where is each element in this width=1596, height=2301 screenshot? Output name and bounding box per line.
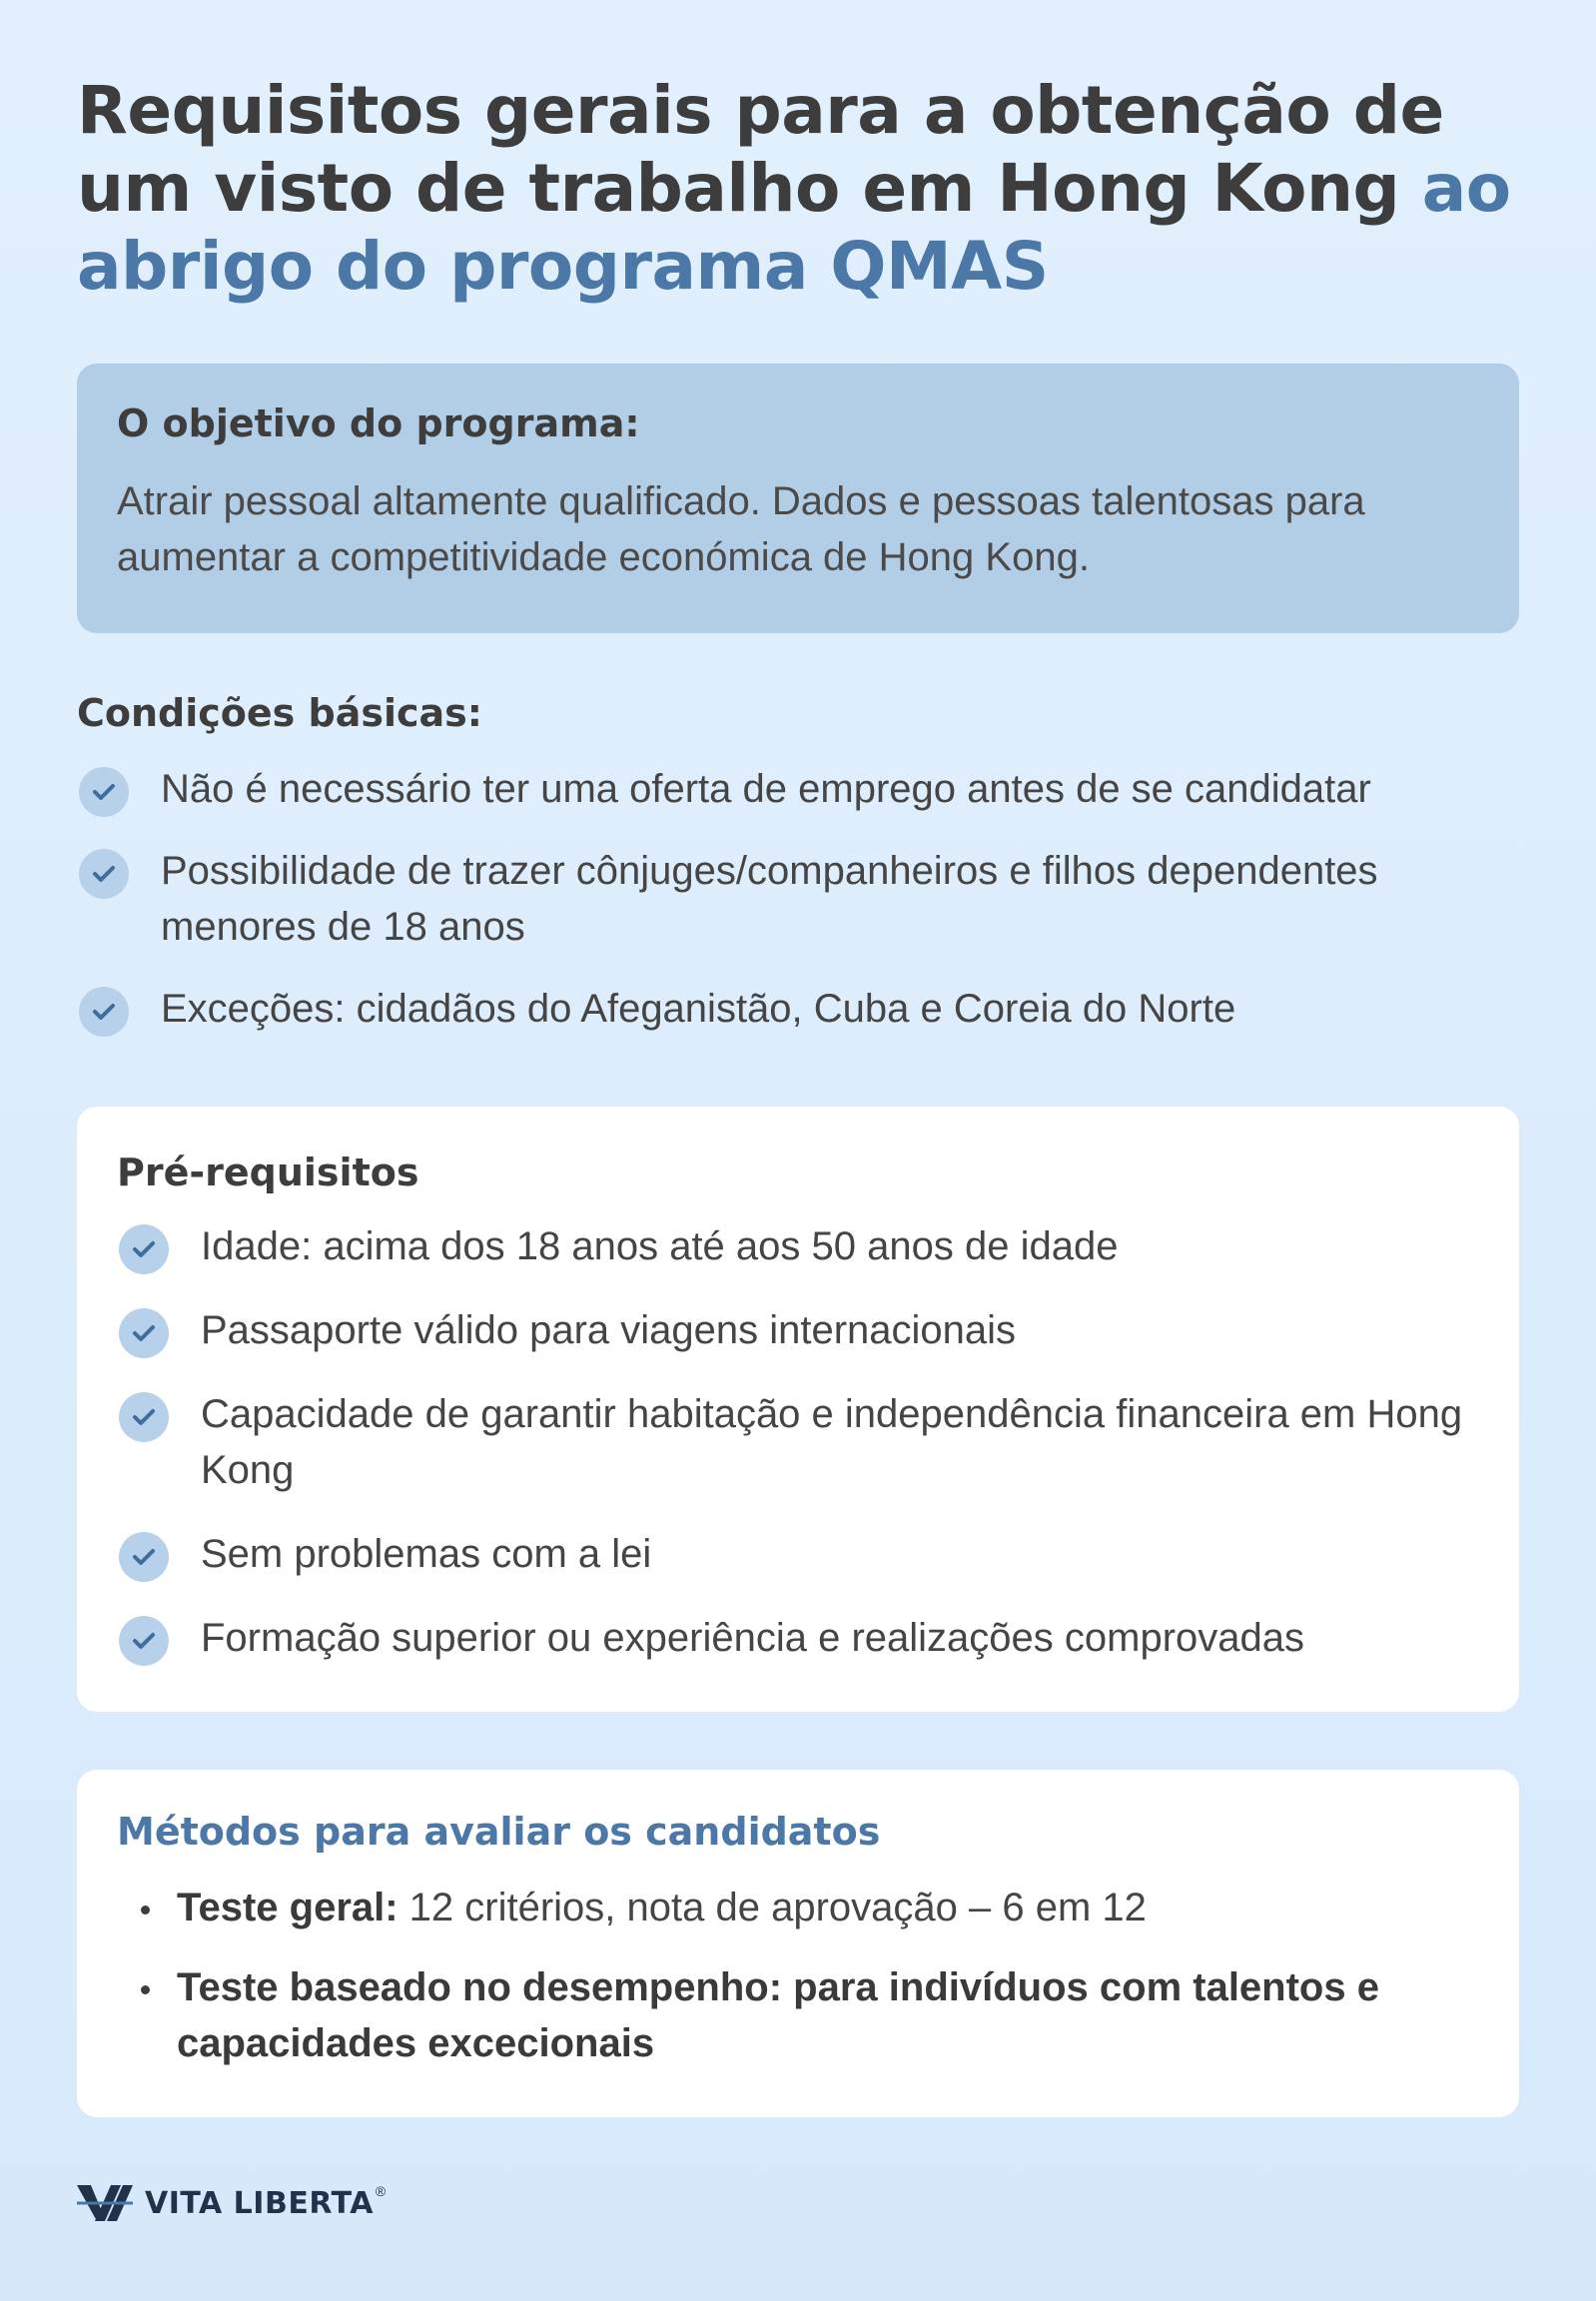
list-item bbox=[117, 1959, 1479, 2071]
list-item-text: Possibilidade de trazer cônjuges/companheiros e filhos dependentes menores de 18 anos bbox=[161, 849, 1378, 949]
prerequisites-card bbox=[77, 1107, 1519, 1712]
list-item bbox=[117, 1610, 1479, 1666]
method-description: 12 critérios, nota de aprovação – 6 em 12 bbox=[398, 1886, 1147, 1929]
list-item-text: Formação superior ou experiência e realizações comprovadas bbox=[201, 1616, 1304, 1660]
objective-box bbox=[77, 364, 1519, 633]
prerequisites-list bbox=[117, 1218, 1479, 1666]
check-circle-icon bbox=[79, 849, 129, 899]
methods-title: Métodos para avaliar os candidatos bbox=[117, 1810, 881, 1854]
conditions-title: Condições básicas: bbox=[77, 691, 482, 735]
list-item-text: Exceções: cidadãos do Afeganistão, Cuba e Coreia do Norte bbox=[161, 987, 1236, 1031]
check-circle-icon bbox=[119, 1308, 169, 1358]
objective-text: Atrair pessoal altamente qualificado. Dados e pessoas talentosas para aumentar a competitividade económica de Hong Kong. bbox=[117, 479, 1365, 579]
method-name: Teste baseado no desempenho: para indivíduos com talentos e capacidades excecionais bbox=[177, 1965, 1379, 2065]
methods-list bbox=[117, 1880, 1479, 2071]
brand-name: VITA LIBERTA bbox=[145, 2185, 374, 2221]
basic-conditions bbox=[77, 691, 1519, 1063]
check-circle-icon bbox=[119, 1392, 169, 1442]
list-item bbox=[77, 761, 1519, 817]
page-title-accent: ao abrigo do programa QMAS bbox=[77, 150, 1511, 305]
page-title bbox=[77, 72, 1519, 306]
list-item bbox=[117, 1386, 1479, 1498]
registered-mark: ® bbox=[375, 2183, 387, 2199]
list-item bbox=[77, 981, 1519, 1037]
list-item bbox=[117, 1302, 1479, 1358]
brand-logo bbox=[77, 2183, 386, 2223]
check-circle-icon bbox=[119, 1616, 169, 1666]
list-item-text: Passaporte válido para viagens internacionais bbox=[201, 1308, 1017, 1352]
conditions-list bbox=[77, 761, 1519, 1037]
objective-label: O objetivo do programa: bbox=[117, 401, 640, 445]
list-item bbox=[117, 1526, 1479, 1582]
page-title-main: Requisitos gerais para a obtenção de um visto de trabalho em Hong Kong bbox=[77, 72, 1444, 227]
check-circle-icon bbox=[119, 1224, 169, 1274]
list-item bbox=[117, 1880, 1479, 1935]
list-item bbox=[77, 843, 1519, 955]
list-item-text: Não é necessário ter uma oferta de emprego antes de se candidatar bbox=[161, 767, 1371, 811]
prerequisites-title: Pré-requisitos bbox=[117, 1150, 419, 1194]
methods-card bbox=[77, 1770, 1519, 2117]
list-item bbox=[117, 1218, 1479, 1274]
list-item-text: Capacidade de garantir habitação e independência financeira em Hong Kong bbox=[201, 1392, 1463, 1492]
method-name: Teste geral: bbox=[177, 1886, 399, 1929]
check-circle-icon bbox=[79, 767, 129, 817]
list-item-text: Sem problemas com a lei bbox=[201, 1532, 652, 1576]
check-circle-icon bbox=[79, 987, 129, 1037]
vita-liberta-logo-icon bbox=[77, 2183, 135, 2223]
list-item-text: Idade: acima dos 18 anos até aos 50 anos de idade bbox=[201, 1224, 1119, 1268]
check-circle-icon bbox=[119, 1532, 169, 1582]
